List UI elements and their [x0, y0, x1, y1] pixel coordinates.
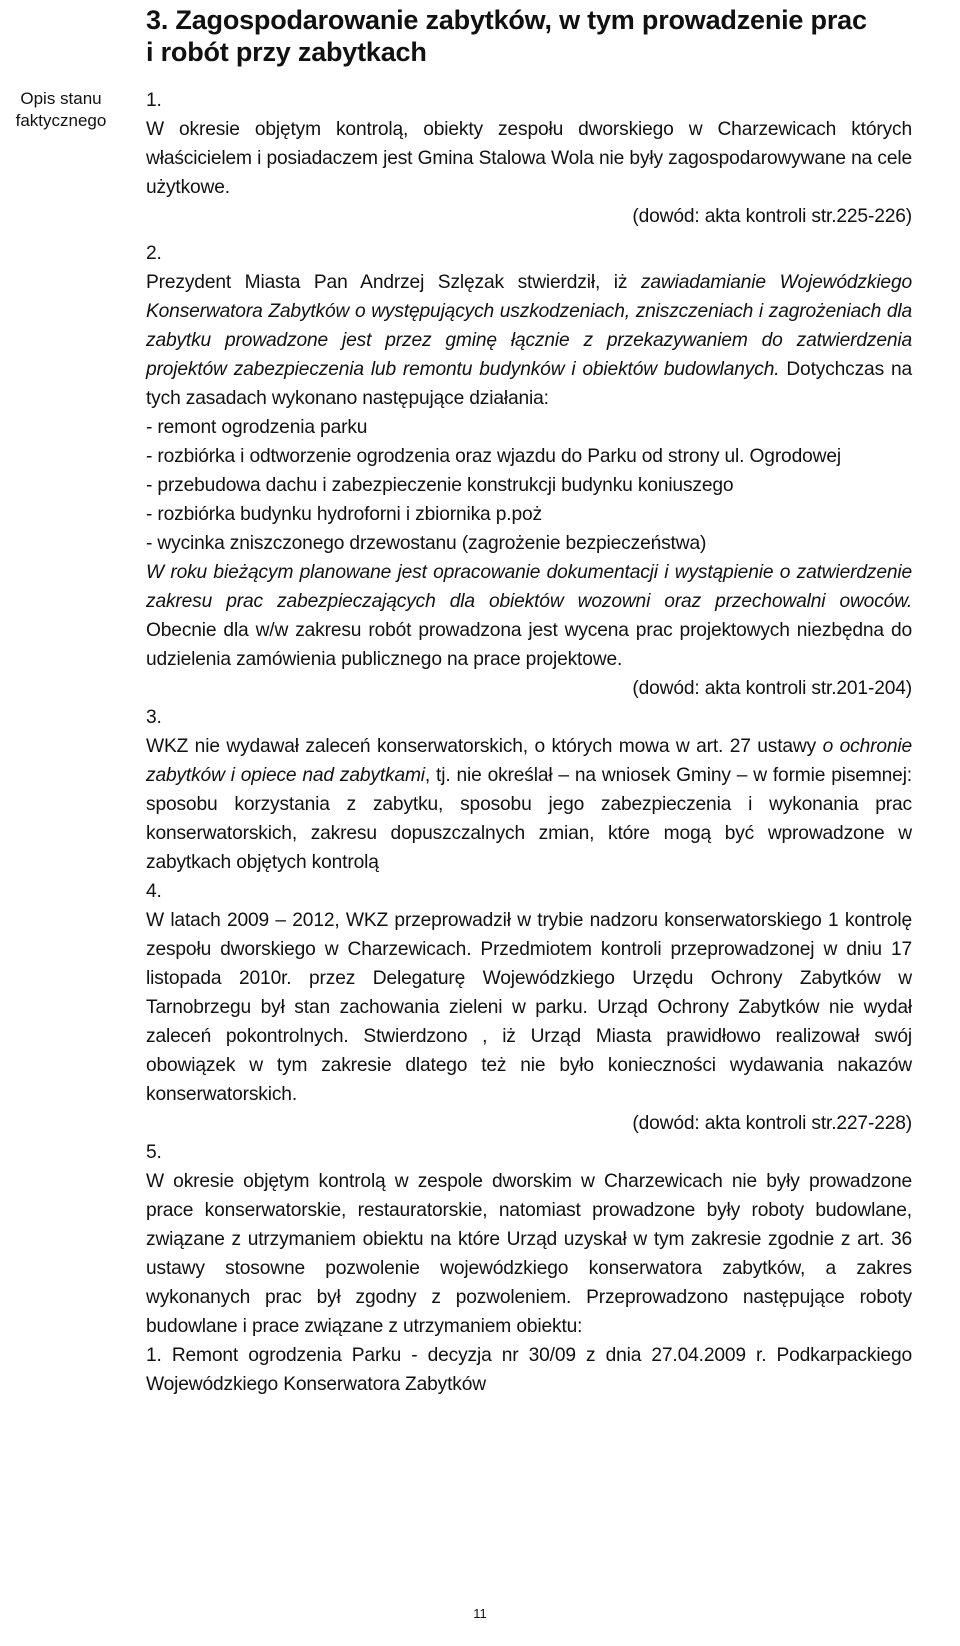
point-2 — [146, 239, 912, 703]
point-4 — [146, 877, 912, 1138]
document-body — [146, 86, 912, 1399]
page-number: 11 — [473, 1606, 487, 1621]
point-2-text-a: Prezydent Miasta Pan Andrzej Szlęzak stwierdził, iż — [146, 272, 641, 293]
point-2-text-b: Dotychczas na tych zasadach wykonano następujące działania: — [146, 359, 913, 409]
point-1-text: W okresie objętym kontrolą, obiekty zespołu dworskiego w Charzewicach których właścicielem i posiadaczem jest Gmina Stalowa Wola nie były zagospodarowywane na cele użytkowe. — [146, 119, 912, 198]
side-label-line1: Opis stanu — [20, 89, 102, 108]
point-1-evidence: (dowód: akta kontroli str.225-226) — [632, 206, 912, 227]
point-2-evidence: (dowód: akta kontroli str.201-204) — [632, 678, 912, 699]
section-heading-line2: i robót przy zabytkach — [146, 37, 427, 67]
point-2-bullet: - rozbiórka budynku hydroforni i zbiornika p.poż — [146, 504, 542, 525]
point-2-number: 2. — [146, 243, 162, 264]
point-2-text-d: Obecnie dla w/w zakresu robót prowadzona jest wycena prac projektowych niezbędna do udzielenia zamówienia publicznego na prace projektowe. — [146, 620, 912, 670]
point-2-text-a-italic: zawiadamianie Wojewódzkiego Konserwatora Zabytków o występujących uszkodzeniach, zniszczeniach i zagrożeniach dla zabytku prowadzone jest przez gminę łącznie z przekazywaniem do zatwierdzenia projektów zabezpieczenia lub remontu budynków i obiektów budowlanych. — [146, 272, 912, 380]
point-3 — [146, 703, 912, 877]
point-3-text-b: , tj. nie określał – na wniosek Gminy – w formie pisemnej: sposobu korzystania z zabytku, sposobu jego zabezpieczenia i wykonania prac konserwatorskich, zakresu dopuszczalnych zmian, które mogą być wprowadzone w zabytkach objętych kontrolą — [146, 765, 912, 873]
point-4-number: 4. — [146, 881, 162, 902]
point-3-text-a: WKZ nie wydawał zaleceń konserwatorskich, o których mowa w art. 27 ustawy — [146, 736, 823, 757]
point-3-number: 3. — [146, 707, 162, 728]
point-2-paragraph-2 — [146, 558, 912, 674]
point-2-bullet: - remont ogrodzenia parku — [146, 417, 368, 438]
point-2-paragraph — [146, 268, 912, 413]
point-5-text: W okresie objętym kontrolą w zespole dworskim w Charzewicach nie były prowadzone prace konserwatorskie, restauratorskie, natomiast prowadzone były roboty budowlane, związane z utrzymaniem obiektu na które Urząd uzyskał w tym zakresie zgodnie z art. 36 ustawy stosowne pozwolenie wojewódzkiego konserwatora zabytków, a zakres wykonanych prac był zgodny z pozwoleniem. Przeprowadzono następujące roboty budowlane i prace związane z utrzymaniem obiektu: — [146, 1171, 912, 1337]
point-2-bullet: - wycinka zniszczonego drzewostanu (zagrożenie bezpieczeństwa) — [146, 533, 707, 554]
point-3-text-a-italic: o ochronie zabytków i opiece nad zabytkami — [146, 736, 913, 786]
point-2-text-c-italic: W roku bieżącym planowane jest opracowanie dokumentacji i wystąpienie o zatwierdzenie zakresu prac zabezpieczających dla obiektów wozowni oraz przechowalni owoców. — [146, 562, 912, 612]
section-heading-line1: 3. Zagospodarowanie zabytków, w tym prowadzenie prac — [146, 5, 867, 35]
side-label — [0, 88, 122, 132]
section-heading — [146, 4, 936, 68]
point-4-text: W latach 2009 – 2012, WKZ przeprowadził w trybie nadzoru konserwatorskiego 1 kontrolę zespołu dworskiego w Charzewicach. Przedmiotem kontroli przeprowadzonej w dniu 17 listopada 2010r. przez Delegaturę Wojewódzkiego Urzędu Ochrony Zabytków w Tarnobrzegu był stan zachowania zieleni w parku. Urząd Ochrony Zabytków nie wydał zaleceń pokontrolnych. Stwierdzono , iż Urząd Miasta prawidłowo realizował swój obowiązek w tym zakresie dlatego też nie było konieczności wydawania nakazów konserwatorskich. — [146, 910, 912, 1105]
side-label-line2: faktycznego — [15, 111, 107, 130]
point-1-number: 1. — [146, 90, 162, 111]
point-4-evidence: (dowód: akta kontroli str.227-228) — [632, 1113, 912, 1134]
point-2-bullet: - rozbiórka i odtworzenie ogrodzenia oraz wjazdu do Parku od strony ul. Ogrodowej — [146, 446, 841, 467]
point-2-bullet: - przebudowa dachu i zabezpieczenie konstrukcji budynku koniuszego — [146, 475, 734, 496]
point-3-paragraph — [146, 732, 912, 877]
point-5-number: 5. — [146, 1142, 162, 1163]
point-1 — [146, 86, 912, 231]
point-5-item-1: 1. Remont ogrodzenia Parku - decyzja nr 30/09 z dnia 27.04.2009 r. Podkarpackiego Wojewódzkiego Konserwatora Zabytków — [146, 1345, 912, 1395]
point-5 — [146, 1138, 912, 1399]
